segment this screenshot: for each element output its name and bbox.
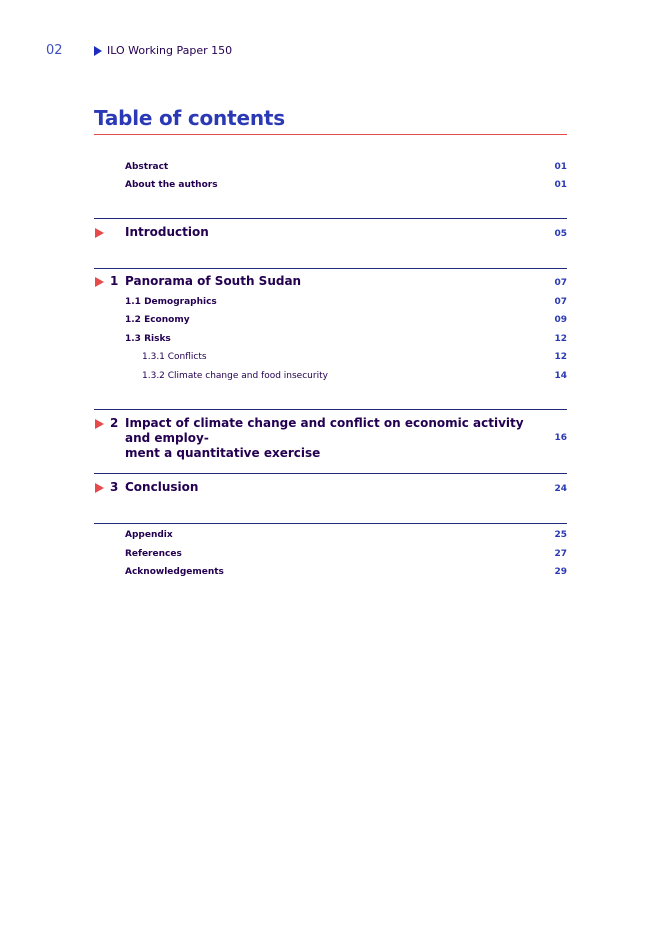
toc-entry-section-1-3-2[interactable]: 1.3.2 Climate change and food insecurity: [142, 371, 328, 381]
toc-entry-abstract[interactable]: Abstract: [125, 162, 169, 172]
toc-page-section-1-3[interactable]: 12: [554, 334, 567, 344]
running-title: ILO Working Paper 150: [107, 44, 233, 57]
toc-page-appendix[interactable]: 25: [554, 530, 567, 540]
section-divider: [94, 473, 567, 474]
toc-entry-section-1-1[interactable]: 1.1 Demographics: [125, 297, 217, 307]
chapter-2-title-line-2: ment a quantitative exercise: [125, 446, 321, 460]
toc-entry-appendix[interactable]: Appendix: [125, 530, 173, 540]
toc-page-section-1-1[interactable]: 07: [554, 297, 567, 307]
toc-page-chapter-3[interactable]: 24: [554, 484, 567, 494]
page-number: 02: [46, 43, 63, 58]
toc-page-section-1-2[interactable]: 09: [554, 315, 567, 325]
chapter-2-title-line-1: Impact of climate change and conflict on economic activity and employ-: [125, 416, 524, 445]
toc-page-about-authors[interactable]: 01: [554, 180, 567, 190]
toc-page-section-1-3-2[interactable]: 14: [554, 371, 567, 381]
toc-page-introduction[interactable]: 05: [554, 229, 567, 239]
chapter-arrow-icon: [95, 483, 104, 493]
toc-entry-chapter-2[interactable]: [125, 416, 535, 461]
toc-entry-chapter-3[interactable]: Conclusion: [125, 480, 199, 494]
section-divider: [94, 218, 567, 219]
toc-entry-about-authors[interactable]: About the authors: [125, 180, 218, 190]
toc-page-chapter-2[interactable]: 16: [554, 433, 567, 443]
chapter-arrow-icon: [95, 419, 104, 429]
toc-entry-references[interactable]: References: [125, 549, 182, 559]
toc-page-references[interactable]: 27: [554, 549, 567, 559]
toc-entry-section-1-3[interactable]: 1.3 Risks: [125, 334, 171, 344]
section-divider: [94, 409, 567, 410]
chapter-arrow-icon: [95, 277, 104, 287]
chapter-number: 1: [110, 274, 119, 288]
running-header: [94, 44, 232, 57]
toc-page-acknowledgements[interactable]: 29: [554, 567, 567, 577]
toc-entry-section-1-3-1[interactable]: 1.3.1 Conflicts: [142, 352, 207, 362]
toc-page-abstract[interactable]: 01: [554, 162, 567, 172]
toc-entry-introduction[interactable]: Introduction: [125, 225, 209, 239]
title-divider: [94, 134, 567, 135]
toc-page-section-1-3-1[interactable]: 12: [554, 352, 567, 362]
chapter-number: 3: [110, 480, 119, 494]
chapter-number: 2: [110, 416, 119, 430]
toc-page-chapter-1[interactable]: 07: [554, 278, 567, 288]
section-divider: [94, 523, 567, 524]
chapter-arrow-icon: [95, 228, 104, 238]
toc-entry-chapter-1[interactable]: Panorama of South Sudan: [125, 274, 302, 288]
toc-entry-acknowledgements[interactable]: Acknowledgements: [125, 567, 224, 577]
section-divider: [94, 268, 567, 269]
play-arrow-icon: [94, 46, 102, 56]
toc-title: Table of contents: [94, 106, 285, 130]
toc-entry-section-1-2[interactable]: 1.2 Economy: [125, 315, 190, 325]
